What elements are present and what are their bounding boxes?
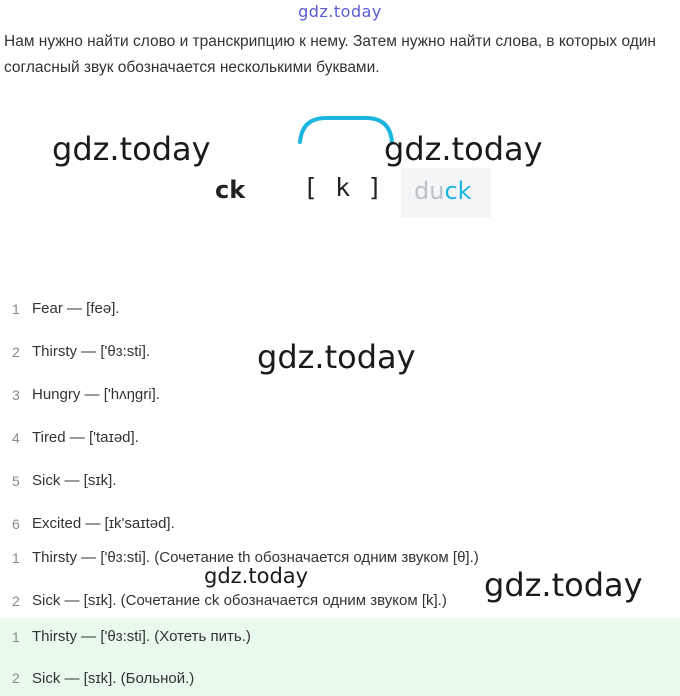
item-number: 1	[12, 628, 20, 645]
list-item	[0, 330, 680, 373]
list-item	[0, 655, 680, 696]
list-item	[0, 287, 680, 330]
item-number: 5	[12, 472, 20, 489]
item-text: Hungry — ['hʌŋgri].	[32, 386, 160, 403]
item-number: 4	[12, 429, 20, 446]
word-duck	[414, 177, 472, 205]
arc-connector	[296, 114, 396, 144]
letters-ck: ck	[215, 176, 246, 204]
item-text: Sick — [sɪk]. (Сочетание ck обозначается одним звуком [k].)	[32, 592, 447, 609]
list-item	[0, 459, 680, 502]
answer-list-3	[0, 618, 680, 696]
item-number: 2	[12, 592, 20, 609]
word-prefix: du	[414, 177, 445, 205]
watermark-top: gdz.today	[298, 2, 382, 21]
item-text: Sick — [sɪk].	[32, 472, 117, 489]
word-highlight: ck	[444, 177, 472, 205]
item-text: Fear — [feə].	[32, 300, 120, 317]
item-text: Sick — [sɪk]. (Больной.)	[32, 669, 195, 687]
list-item	[0, 618, 680, 655]
list-item	[0, 373, 680, 416]
intro-text: Нам нужно найти слово и транскрипцию к нему. Затем нужно найти слова, в которых один согласный звук обозначается несколькими буквами.	[4, 33, 656, 76]
sound-k: [ k ]	[303, 173, 384, 202]
item-number: 1	[12, 549, 20, 566]
watermark-5: gdz.today	[484, 566, 643, 604]
item-text: Excited — [ɪk'saɪtəd].	[32, 515, 175, 532]
watermark-3: gdz.today	[257, 338, 416, 376]
item-text: Thirsty — ['θɜ:sti]. (Сочетание th обозначается одним звуком [θ].)	[32, 549, 479, 566]
item-number: 1	[12, 300, 20, 317]
item-text: Tired — ['taɪəd].	[32, 429, 139, 446]
answer-list-1	[0, 287, 680, 545]
watermark-2: gdz.today	[384, 130, 543, 168]
item-number: 6	[12, 515, 20, 532]
item-number: 2	[12, 670, 20, 686]
item-text: Thirsty — ['θɜ:sti].	[32, 343, 151, 360]
item-number: 2	[12, 343, 20, 360]
watermark-4: gdz.today	[204, 564, 309, 588]
item-text: Thirsty — ['θɜ:sti]. (Хотеть пить.)	[32, 628, 251, 645]
item-number: 3	[12, 386, 20, 403]
watermark-1: gdz.today	[52, 130, 211, 168]
list-item	[0, 416, 680, 459]
